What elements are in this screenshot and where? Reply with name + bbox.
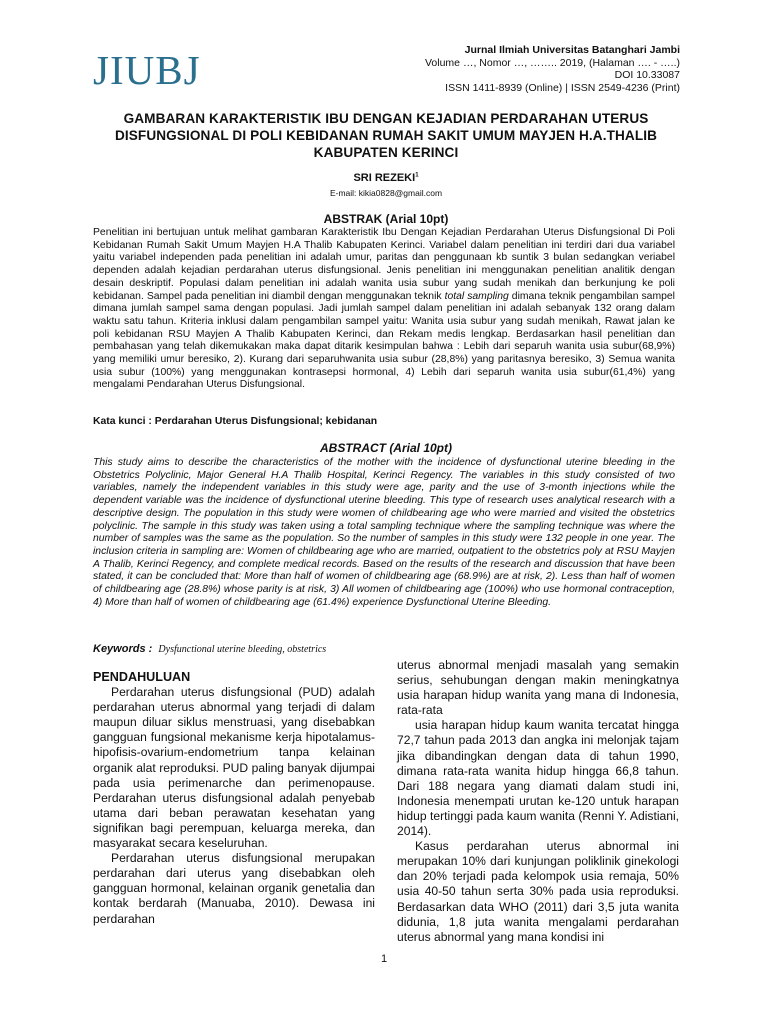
left-paragraph-2: Perdarahan uterus disfungsional merupakan perdarahan dari uterus yang disebabkan oleh gangguan hormonal, kelainan organik genetalia dan kontak berdarah (Manuaba, 2010). Dewasa ini perdarahan (93, 851, 375, 926)
journal-doi: DOI 10.33087 (614, 69, 680, 81)
journal-volume: Volume …, Nomor …, …….. 2019, (Halaman …. - …..) (425, 56, 680, 69)
author-name: SRI REZEKI (353, 172, 416, 184)
journal-issn: ISSN 1411-8939 (Online) | ISSN 2549-4236 (Print) (445, 81, 680, 94)
right-paragraph-3: Kasus perdarahan uterus abnormal ini merupakan 10% dari kunjungan poliklinik ginekologi dan 20% terjadi pada kelompok usia remaja, 50% usia 40-50 tahun serta 30% pada usia reproduksi. Berdasarkan data WHO (2011) dari 3,5 juta wanita didunia, 1,8 juta wanita mengalami perdarahan uterus abnormal yang mana kondisi ini (397, 839, 679, 944)
right-paragraph-1: uterus abnormal menjadi masalah yang semakin serius, sehubungan dengan makin meningkatnya usia harapan hidup wanita yang mana di Indonesia, rata-rata (397, 658, 679, 718)
journal-info (425, 44, 680, 94)
keywords-label: Keywords : (93, 643, 153, 655)
journal-name: Jurnal Ilmiah Universitas Batanghari Jambi (464, 44, 680, 56)
section-heading-pendahuluan: PENDAHULUAN (93, 670, 191, 684)
abstrak-heading: ABSTRAK (Arial 10pt) (323, 212, 449, 226)
kata-kunci: Kata kunci : Perdarahan Uterus Disfungsional; kebidanan (93, 416, 378, 427)
abstrak-text-part-b: dimana teknik pengambilan sampel dimana jumlah sampel sama dengan populasi. Jadi jumlah sampel dalam penelitian ini adalah sebanyak 132 orang dalam waktu satu tahun. Kriteria inklusi dalam pengambilan sampel yaitu: Wanita usia subur yang sudah menikah, Rawat jalan ke poli kebidanan RSU Mayjen A Thalib Kabupaten Kerinci, dan Rekam medis lengkap. Berdasarkan hasil penelitian dan pembahasan yang telah dikemukakan maka dapat ditarik kesimpulan bahwa : Lebih dari separuh wanita usia subur(68,9%) yang memiliki umur beresiko, 2). Kurang dari separuhwanita usia subur (28,8%) yang paritasnya beresiko, 3) Semua wanita usia subur (100%) yang menggunakan kontrasepsi hormonal, 4) Lebih dari separuh wanita usia subur(61,4%) yang mengalami Pendarahan Uterus Disfungsional. (93, 290, 675, 391)
journal-logo: JIUBJ (93, 47, 201, 93)
left-column (93, 670, 375, 927)
keywords-value: Dysfunctional uterine bleeding, obstetrics (158, 644, 327, 655)
page-number: 1 (380, 953, 388, 965)
paper-title: GAMBARAN KARAKTERISTIK IBU DENGAN KEJADIAN PERDARAHAN UTERUS DISFUNGSIONAL DI POLI KEBIDANAN RUMAH SAKIT UMUM MAYJEN H.A.THALIB KABUPATEN KERINCI (114, 111, 658, 160)
author-affiliation-mark: 1 (415, 172, 419, 179)
author-line (96, 172, 676, 184)
right-column (397, 658, 679, 945)
abstrak-text (93, 227, 675, 392)
left-paragraph-1: Perdarahan uterus disfungsional (PUD) adalah perdarahan uterus abnormal yang terjadi di dalam maupun diluar siklus menstruasi, yang disebabkan gangguan fungsional mekanisme kerja hipotalamus-hipofisis-ovarium-endometrium tanpa kelainan organik alat reproduksi. PUD paling banyak dijumpai pada usia perimenarche dan perimenopause. Perdarahan uterus disfungsional adalah penyebab utama dari beban perawatan kesehatan yang signifikan bagi perempuan, keluarga mereka, dan masyarakat secara keseluruhan. (93, 685, 375, 851)
abstract-heading: ABSTRACT (Arial 10pt) (319, 441, 452, 455)
right-paragraph-2: usia harapan hidup kaum wanita tercatat hingga 72,7 tahun pada 2013 dan angka ini melonjak tajam jika dibandingkan dengan data di tahun 1990, dimana rata-rata wanita hidup hingga 66,8 tahun. Dari 188 negara yang diamati dalam studi ini, Indonesia menempati urutan ke-120 untuk harapan hidup tertinggi pada kaum wanita (Renni Y. Adistiani, 2014). (397, 718, 679, 839)
keywords-line (93, 643, 326, 655)
abstract-text: This study aims to describe the characteristics of the mother with the incidence of dysfunctional uterine bleeding in the Obstetrics Polyclinic, Major General H.A Thalib Hospital, Kerinci Regency. The variables in this study consisted of two variables, namely the independent variables in this study were age, parity and the use of 3-month injections while the dependent variable was the incidence of dysfunctional uterine bleeding. This type of research uses analytical research with a descriptive design. The population in this study were women of childbearing age who were married and visited the obstetrics polyclinic. The sample in this study was taken using a total sampling technique where the sampling technique was where the number of samples was the same as the population. So the number of samples in this study were 132 people in one year. The inclusion criteria in sampling are: Women of childbearing age who are married, outpatient to the obstetrics poly at RSU Mayjen A Thalib, Kerinci Regency, and complete medical records. Based on the results of the research and discussion that have been stated, it can be concluded that: More than half of women of childbearing age (68.9%) are at risk, 2). Less than half of women of childbearing age (28.8%) whose parity is at risk, 3) All women of childbearing age (100%) who use hormonal contraception, 4) More than half of women of childbearing age (61.4%) experience Dysfunctional Uterine Bleeding. (93, 457, 675, 608)
abstrak-text-part-a: Penelitian ini bertujuan untuk melihat gambaran Karakteristik Ibu Dengan Kejadian Perdarahan Uterus Disfungsional Di Poli Kebidanan Rumah Sakit Umum Mayjen H.A Thalib Kabupaten Kerinci. Variabel dalam penelitian ini terdiri dari dua variabel yaitu variabel independen pada penelitian ini adalah umur, paritas dan penggunaan kb suntik 3 bulan sedangkan veriabel dependen adalah kejadian perdarahan uterus disfungsional. Jenis penelitian ini menggunakan penelitian analitik dengan desain deskriptif. Populasi dalam penelitian ini adalah wanita usia subur yang sudah menikah dan berkunjung ke poli kebidanan. Sampel pada penelitian ini diambil dengan menggunakan teknik (93, 227, 675, 302)
abstrak-text-italic: total sampling (444, 290, 509, 302)
author-email: E-mail: kikia0828@gmail.com (329, 188, 443, 198)
